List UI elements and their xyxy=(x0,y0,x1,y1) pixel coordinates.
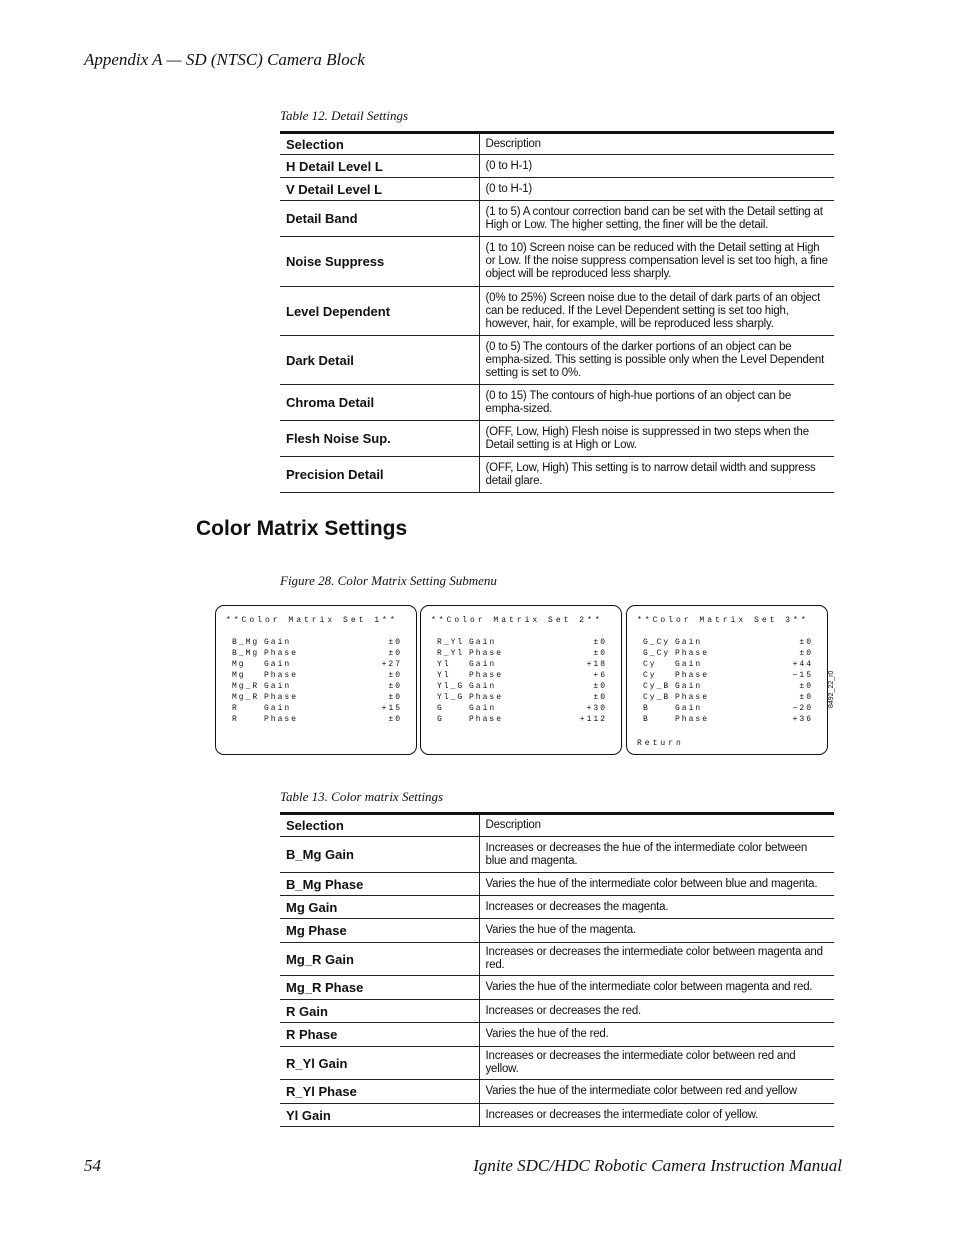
menu-item-value: +18 xyxy=(586,660,607,669)
menu-title: **Color Matrix Set 3** xyxy=(637,616,809,625)
menu-item-name: R_Yl xyxy=(437,638,465,647)
row-description: Varies the hue of the intermediate color between red and yellow xyxy=(479,1080,834,1104)
menu-item-param: Gain xyxy=(264,638,292,647)
menu-item-value: ±0 xyxy=(388,638,402,647)
table-row xyxy=(280,1080,834,1104)
menu-item-value: ±0 xyxy=(593,682,607,691)
menu-item-param: Phase xyxy=(469,671,504,680)
header-description: Description xyxy=(479,133,834,155)
menu-item-value: ±0 xyxy=(388,693,402,702)
menu-item-value: +112 xyxy=(579,715,607,724)
menu-item-param: Phase xyxy=(469,649,504,658)
table-row xyxy=(280,873,834,896)
menu-item-param: Gain xyxy=(469,682,497,691)
menu-item xyxy=(232,715,402,726)
row-description: Increases or decreases the intermediate color between red and yellow. xyxy=(479,1047,834,1080)
menu-item-name: Yl_G xyxy=(437,682,465,691)
menu-item-name: Yl xyxy=(437,660,451,669)
row-selection: Mg Phase xyxy=(280,919,479,943)
row-description: Varies the hue of the red. xyxy=(479,1023,834,1047)
menu-item xyxy=(643,638,813,649)
row-description: Varies the hue of the intermediate color between blue and magenta. xyxy=(479,873,834,896)
row-selection: Noise Suppress xyxy=(280,237,479,287)
menu-item-value: ±0 xyxy=(388,671,402,680)
table-row xyxy=(280,287,834,336)
menu-item-param: Phase xyxy=(264,649,299,658)
table-row xyxy=(280,976,834,1000)
menu-item-name: Yl xyxy=(437,671,451,680)
row-description: (0 to H-1) xyxy=(479,178,834,201)
menu-item xyxy=(643,693,813,704)
row-selection: B_Mg Gain xyxy=(280,837,479,873)
row-description: (0 to 15) The contours of high-hue portions of an object can be empha-sized. xyxy=(479,385,834,421)
table-13-caption: Table 13. Color matrix Settings xyxy=(280,789,444,804)
menu-item xyxy=(643,682,813,693)
color-matrix-settings-table xyxy=(280,812,834,1127)
figure-id-label: 8492_22_r0 xyxy=(828,670,835,708)
row-description: (0 to 5) The contours of the darker portions of an object can be empha-sized. This setting is possible only when the Level Dependent setting is set to 0%. xyxy=(479,336,834,385)
menu-item-value: ±0 xyxy=(593,638,607,647)
menu-item xyxy=(643,671,813,682)
row-selection: Flesh Noise Sup. xyxy=(280,421,479,457)
header-description: Description xyxy=(479,814,834,837)
row-description: Increases or decreases the intermediate color between magenta and red. xyxy=(479,943,834,976)
row-selection: B_Mg Phase xyxy=(280,873,479,896)
menu-item-value: +36 xyxy=(792,715,813,724)
menu-item xyxy=(232,682,402,693)
table-row xyxy=(280,178,834,201)
table-header-row xyxy=(280,814,834,837)
menu-item-value: ±0 xyxy=(799,693,813,702)
menu-item-param: Phase xyxy=(469,693,504,702)
menu-item xyxy=(232,638,402,649)
menu-item-value: −15 xyxy=(792,671,813,680)
menu-item xyxy=(643,660,813,671)
menu-item xyxy=(437,715,607,726)
color-matrix-menu-3 xyxy=(626,605,828,755)
row-description: (OFF, Low, High) This setting is to narrow detail width and suppress detail glare. xyxy=(479,457,834,493)
menu-item-param: Phase xyxy=(264,671,299,680)
table-row xyxy=(280,1047,834,1080)
row-description: (0 to H-1) xyxy=(479,155,834,178)
row-description: Increases or decreases the magenta. xyxy=(479,896,834,919)
menu-item-value: ±0 xyxy=(799,682,813,691)
menu-item xyxy=(437,693,607,704)
menu-item-value: +44 xyxy=(792,660,813,669)
menu-item-param: Phase xyxy=(469,715,504,724)
menu-item-value: +6 xyxy=(593,671,607,680)
menu-item xyxy=(437,671,607,682)
detail-settings-table xyxy=(280,131,834,493)
manual-title: Ignite SDC/HDC Robotic Camera Instruction Manual xyxy=(473,1156,842,1175)
menu-item-param: Gain xyxy=(469,704,497,713)
row-selection: R Phase xyxy=(280,1023,479,1047)
menu-item-value: +27 xyxy=(381,660,402,669)
row-description: Increases or decreases the intermediate color of yellow. xyxy=(479,1104,834,1127)
table-row xyxy=(280,457,834,493)
header-selection: Selection xyxy=(280,814,479,837)
menu-item-name: G xyxy=(437,715,444,724)
menu-item-name: G_Cy xyxy=(643,638,671,647)
table-12-caption: Table 12. Detail Settings xyxy=(280,108,409,123)
menu-item-name: R xyxy=(232,704,239,713)
menu-item-name: G_Cy xyxy=(643,649,671,658)
menu-title: **Color Matrix Set 1** xyxy=(226,616,398,625)
menu-item-param: Gain xyxy=(264,682,292,691)
table-row xyxy=(280,943,834,976)
menu-item-name: B xyxy=(643,715,650,724)
menu-item-value: ±0 xyxy=(799,638,813,647)
row-selection: R_Yl Gain xyxy=(280,1047,479,1080)
menu-item-param: Gain xyxy=(675,638,703,647)
menu-item-name: R_Yl xyxy=(437,649,465,658)
menu-title: **Color Matrix Set 2** xyxy=(431,616,603,625)
section-heading: Color Matrix Settings xyxy=(196,517,408,540)
menu-item xyxy=(437,704,607,715)
row-description: Increases or decreases the hue of the intermediate color between blue and magenta. xyxy=(479,837,834,873)
menu-item-value: −20 xyxy=(792,704,813,713)
menu-return-item: Return xyxy=(637,739,684,748)
row-description: Varies the hue of the magenta. xyxy=(479,919,834,943)
menu-item-param: Phase xyxy=(675,649,710,658)
table-header-row xyxy=(280,133,834,155)
row-selection: Chroma Detail xyxy=(280,385,479,421)
menu-item xyxy=(437,649,607,660)
menu-item-name: Cy xyxy=(643,671,657,680)
menu-item-param: Gain xyxy=(469,638,497,647)
menu-item-name: Mg_R xyxy=(232,682,260,691)
menu-item-param: Phase xyxy=(675,693,710,702)
row-selection: R_Yl Phase xyxy=(280,1080,479,1104)
menu-item-param: Gain xyxy=(675,704,703,713)
menu-item-name: B_Mg xyxy=(232,649,260,658)
table-row xyxy=(280,1000,834,1023)
menu-item xyxy=(232,693,402,704)
table-row xyxy=(280,155,834,178)
page-header-title: Appendix A — SD (NTSC) Camera Block xyxy=(84,50,365,69)
menu-item-param: Phase xyxy=(264,715,299,724)
menu-item-name: Mg_R xyxy=(232,693,260,702)
menu-item-param: Gain xyxy=(675,660,703,669)
row-selection: Mg_R Phase xyxy=(280,976,479,1000)
row-description: (0% to 25%) Screen noise due to the detail of dark parts of an object can be reduced. If the Level Dependent setting is set too high, however, hair, for example, will be reproduced less sharply. xyxy=(479,287,834,336)
menu-item xyxy=(437,638,607,649)
row-selection: Detail Band xyxy=(280,201,479,237)
menu-item-name: Cy_B xyxy=(643,693,671,702)
menu-item-name: B_Mg xyxy=(232,638,260,647)
row-selection: R Gain xyxy=(280,1000,479,1023)
row-selection: H Detail Level L xyxy=(280,155,479,178)
menu-item-param: Gain xyxy=(675,682,703,691)
row-selection: Precision Detail xyxy=(280,457,479,493)
menu-item-param: Phase xyxy=(675,715,710,724)
menu-item-name: Yl_G xyxy=(437,693,465,702)
row-selection: Level Dependent xyxy=(280,287,479,336)
color-matrix-menu-2 xyxy=(420,605,622,755)
menu-item xyxy=(232,660,402,671)
row-description: (1 to 5) A contour correction band can be set with the Detail setting at High or Low. The higher setting, the finer will be the detail. xyxy=(479,201,834,237)
color-matrix-menu-1 xyxy=(215,605,417,755)
menu-item-value: ±0 xyxy=(799,649,813,658)
menu-item-value: ±0 xyxy=(593,693,607,702)
menu-item-name: B xyxy=(643,704,650,713)
menu-item-name: Mg xyxy=(232,671,246,680)
table-row xyxy=(280,919,834,943)
table-row xyxy=(280,1023,834,1047)
menu-item-param: Gain xyxy=(264,704,292,713)
header-selection: Selection xyxy=(280,133,479,155)
menu-item-value: ±0 xyxy=(388,649,402,658)
figure-28-caption: Figure 28. Color Matrix Setting Submenu xyxy=(280,573,497,588)
menu-item-value: ±0 xyxy=(388,682,402,691)
table-row xyxy=(280,421,834,457)
menu-item-param: Gain xyxy=(264,660,292,669)
menu-item-value: ±0 xyxy=(388,715,402,724)
menu-item-value: +15 xyxy=(381,704,402,713)
menu-item xyxy=(437,682,607,693)
table-row xyxy=(280,1104,834,1127)
menu-item-param: Phase xyxy=(264,693,299,702)
menu-item xyxy=(232,671,402,682)
row-selection: Yl Gain xyxy=(280,1104,479,1127)
table-row xyxy=(280,237,834,287)
menu-item-name: G xyxy=(437,704,444,713)
menu-item xyxy=(232,649,402,660)
menu-item xyxy=(232,704,402,715)
menu-item xyxy=(643,649,813,660)
row-selection: Mg Gain xyxy=(280,896,479,919)
row-selection: V Detail Level L xyxy=(280,178,479,201)
table-row xyxy=(280,896,834,919)
row-description: Increases or decreases the red. xyxy=(479,1000,834,1023)
table-row xyxy=(280,837,834,873)
menu-item-value: ±0 xyxy=(593,649,607,658)
row-description: Varies the hue of the intermediate color between magenta and red. xyxy=(479,976,834,1000)
row-description: (1 to 10) Screen noise can be reduced with the Detail setting at High or Low. If the noise suppress compensation level is set too high, a fine object will be reproduced less sharply. xyxy=(479,237,834,287)
menu-item xyxy=(643,715,813,726)
table-row xyxy=(280,201,834,237)
table-row xyxy=(280,385,834,421)
row-description: (OFF, Low, High) Flesh noise is suppressed in two steps when the Detail setting is at High or Low. xyxy=(479,421,834,457)
menu-item-param: Gain xyxy=(469,660,497,669)
menu-item-name: Mg xyxy=(232,660,246,669)
menu-item xyxy=(643,704,813,715)
menu-item-name: Cy_B xyxy=(643,682,671,691)
row-selection: Mg_R Gain xyxy=(280,943,479,976)
menu-item-name: R xyxy=(232,715,239,724)
menu-item-value: +30 xyxy=(586,704,607,713)
menu-item-param: Phase xyxy=(675,671,710,680)
table-row xyxy=(280,336,834,385)
menu-item-name: Cy xyxy=(643,660,657,669)
menu-item xyxy=(437,660,607,671)
row-selection: Dark Detail xyxy=(280,336,479,385)
page-number: 54 xyxy=(84,1156,101,1175)
